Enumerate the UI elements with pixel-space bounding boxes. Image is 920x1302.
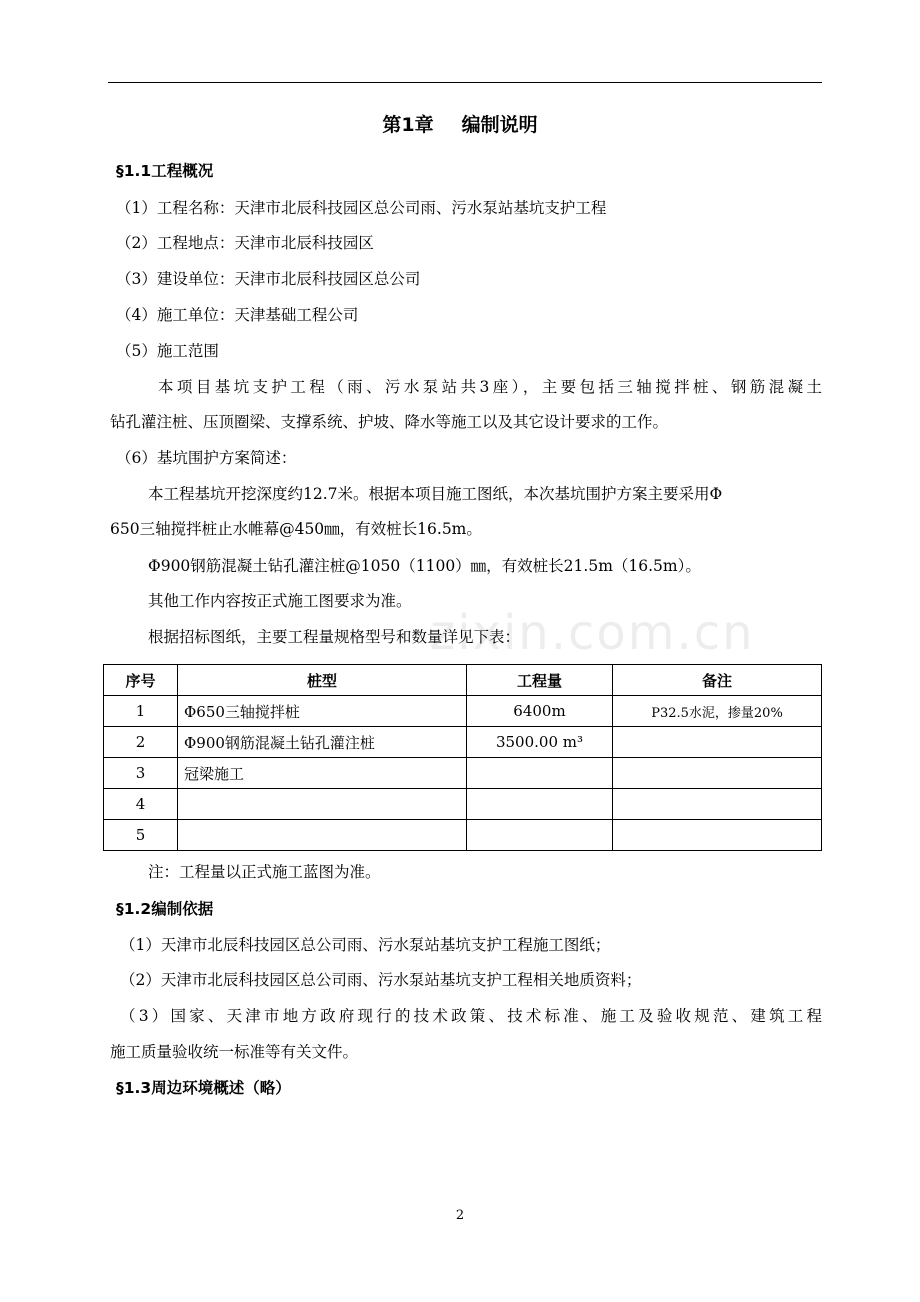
scope-label: （5）施工范围: [116, 342, 219, 360]
row-remarks: [613, 727, 822, 758]
header-pile-type: 桩型: [178, 665, 467, 696]
header-rule: [108, 82, 822, 83]
row-remarks: [613, 789, 822, 820]
row-index: 1: [104, 696, 178, 727]
contractor-unit: （4）施工单位：天津基础工程公司: [116, 306, 359, 324]
chapter-title: [0, 110, 920, 137]
scope-paragraph-line-1: 本项目基坑支护工程（雨、污水泵站共3座），主要包括三轴搅拌桩、钢筋混凝土: [158, 378, 822, 396]
watermark: zixin.com.cn: [430, 605, 755, 661]
row-pile-type: Φ900钢筋混凝土钻孔灌注桩: [178, 727, 467, 758]
basis-item-3-line-2: 施工质量验收统一标准等有关文件。: [110, 1043, 359, 1061]
header-index: 序号: [104, 665, 178, 696]
row-remarks: [613, 758, 822, 789]
basis-item-2: （2）天津市北辰科技园区总公司雨、污水泵站基坑支护工程相关地质资料；: [120, 971, 642, 989]
row-pile-type: Φ650三轴搅拌桩: [178, 696, 467, 727]
basis-item-1: （1）天津市北辰科技园区总公司雨、污水泵站基坑支护工程施工图纸；: [120, 936, 611, 954]
header-remarks: 备注: [613, 665, 822, 696]
table-row: [104, 758, 822, 789]
row-quantity: [467, 820, 613, 851]
table-header-row: [104, 665, 822, 696]
page-number: 2: [455, 1208, 465, 1223]
section-heading-1-2: §1.2编制依据: [116, 900, 214, 918]
retaining-plan-label: （6）基坑围护方案简述：: [116, 449, 297, 467]
row-index: 2: [104, 727, 178, 758]
header-quantity: 工程量: [467, 665, 613, 696]
table-row: [104, 727, 822, 758]
table-row: [104, 696, 822, 727]
table-row: [104, 789, 822, 820]
row-quantity: 3500.00 m³: [467, 727, 613, 758]
scope-paragraph-line-2: 钻孔灌注桩、压顶圈梁、支撑系统、护坡、降水等施工以及其它设计要求的工作。: [110, 413, 669, 431]
row-index: 5: [104, 820, 178, 851]
row-remarks: [613, 820, 822, 851]
project-name: （1）工程名称：天津市北辰科技园区总公司雨、污水泵站基坑支护工程: [116, 199, 607, 217]
row-quantity: [467, 789, 613, 820]
row-pile-type: [178, 789, 467, 820]
row-index: 3: [104, 758, 178, 789]
table-note: 注：工程量以正式施工蓝图为准。: [148, 863, 381, 881]
plan-paragraph-line-2: 650三轴搅拌桩止水帷幕@450㎜，有效桩长16.5m。: [110, 520, 482, 538]
section-heading-1-3: §1.3周边环境概述（略）: [116, 1079, 291, 1097]
row-quantity: 6400m: [467, 696, 613, 727]
table-row: [104, 820, 822, 851]
row-pile-type: 冠梁施工: [178, 758, 467, 789]
basis-item-3-line-1: （3）国家、天津市地方政府现行的技术政策、技术标准、施工及验收规范、建筑工程: [120, 1007, 822, 1025]
plan-paragraph-line-3: Φ900钢筋混凝土钻孔灌注桩@1050（1100）㎜，有效桩长21.5m（16.5m）。: [148, 557, 701, 575]
row-pile-type: [178, 820, 467, 851]
owner-unit: （3）建设单位：天津市北辰科技园区总公司: [116, 270, 421, 288]
plan-paragraph-line-5: 根据招标图纸，主要工程量规格型号和数量详见下表：: [148, 628, 521, 646]
row-index: 4: [104, 789, 178, 820]
project-location: （2）工程地点：天津市北辰科技园区: [116, 234, 374, 252]
row-quantity: [467, 758, 613, 789]
section-heading-1-1: §1.1工程概况: [116, 162, 214, 180]
quantity-table: [103, 664, 822, 851]
row-remarks: P32.5水泥，掺量20%: [613, 696, 822, 727]
chapter-number: 第1章: [382, 114, 434, 136]
chapter-name: 编制说明: [461, 114, 538, 136]
plan-paragraph-line-1: 本工程基坑开挖深度约12.7米。根据本项目施工图纸，本次基坑围护方案主要采用Φ: [148, 485, 723, 503]
plan-paragraph-line-4: 其他工作内容按正式施工图要求为准。: [148, 592, 412, 610]
